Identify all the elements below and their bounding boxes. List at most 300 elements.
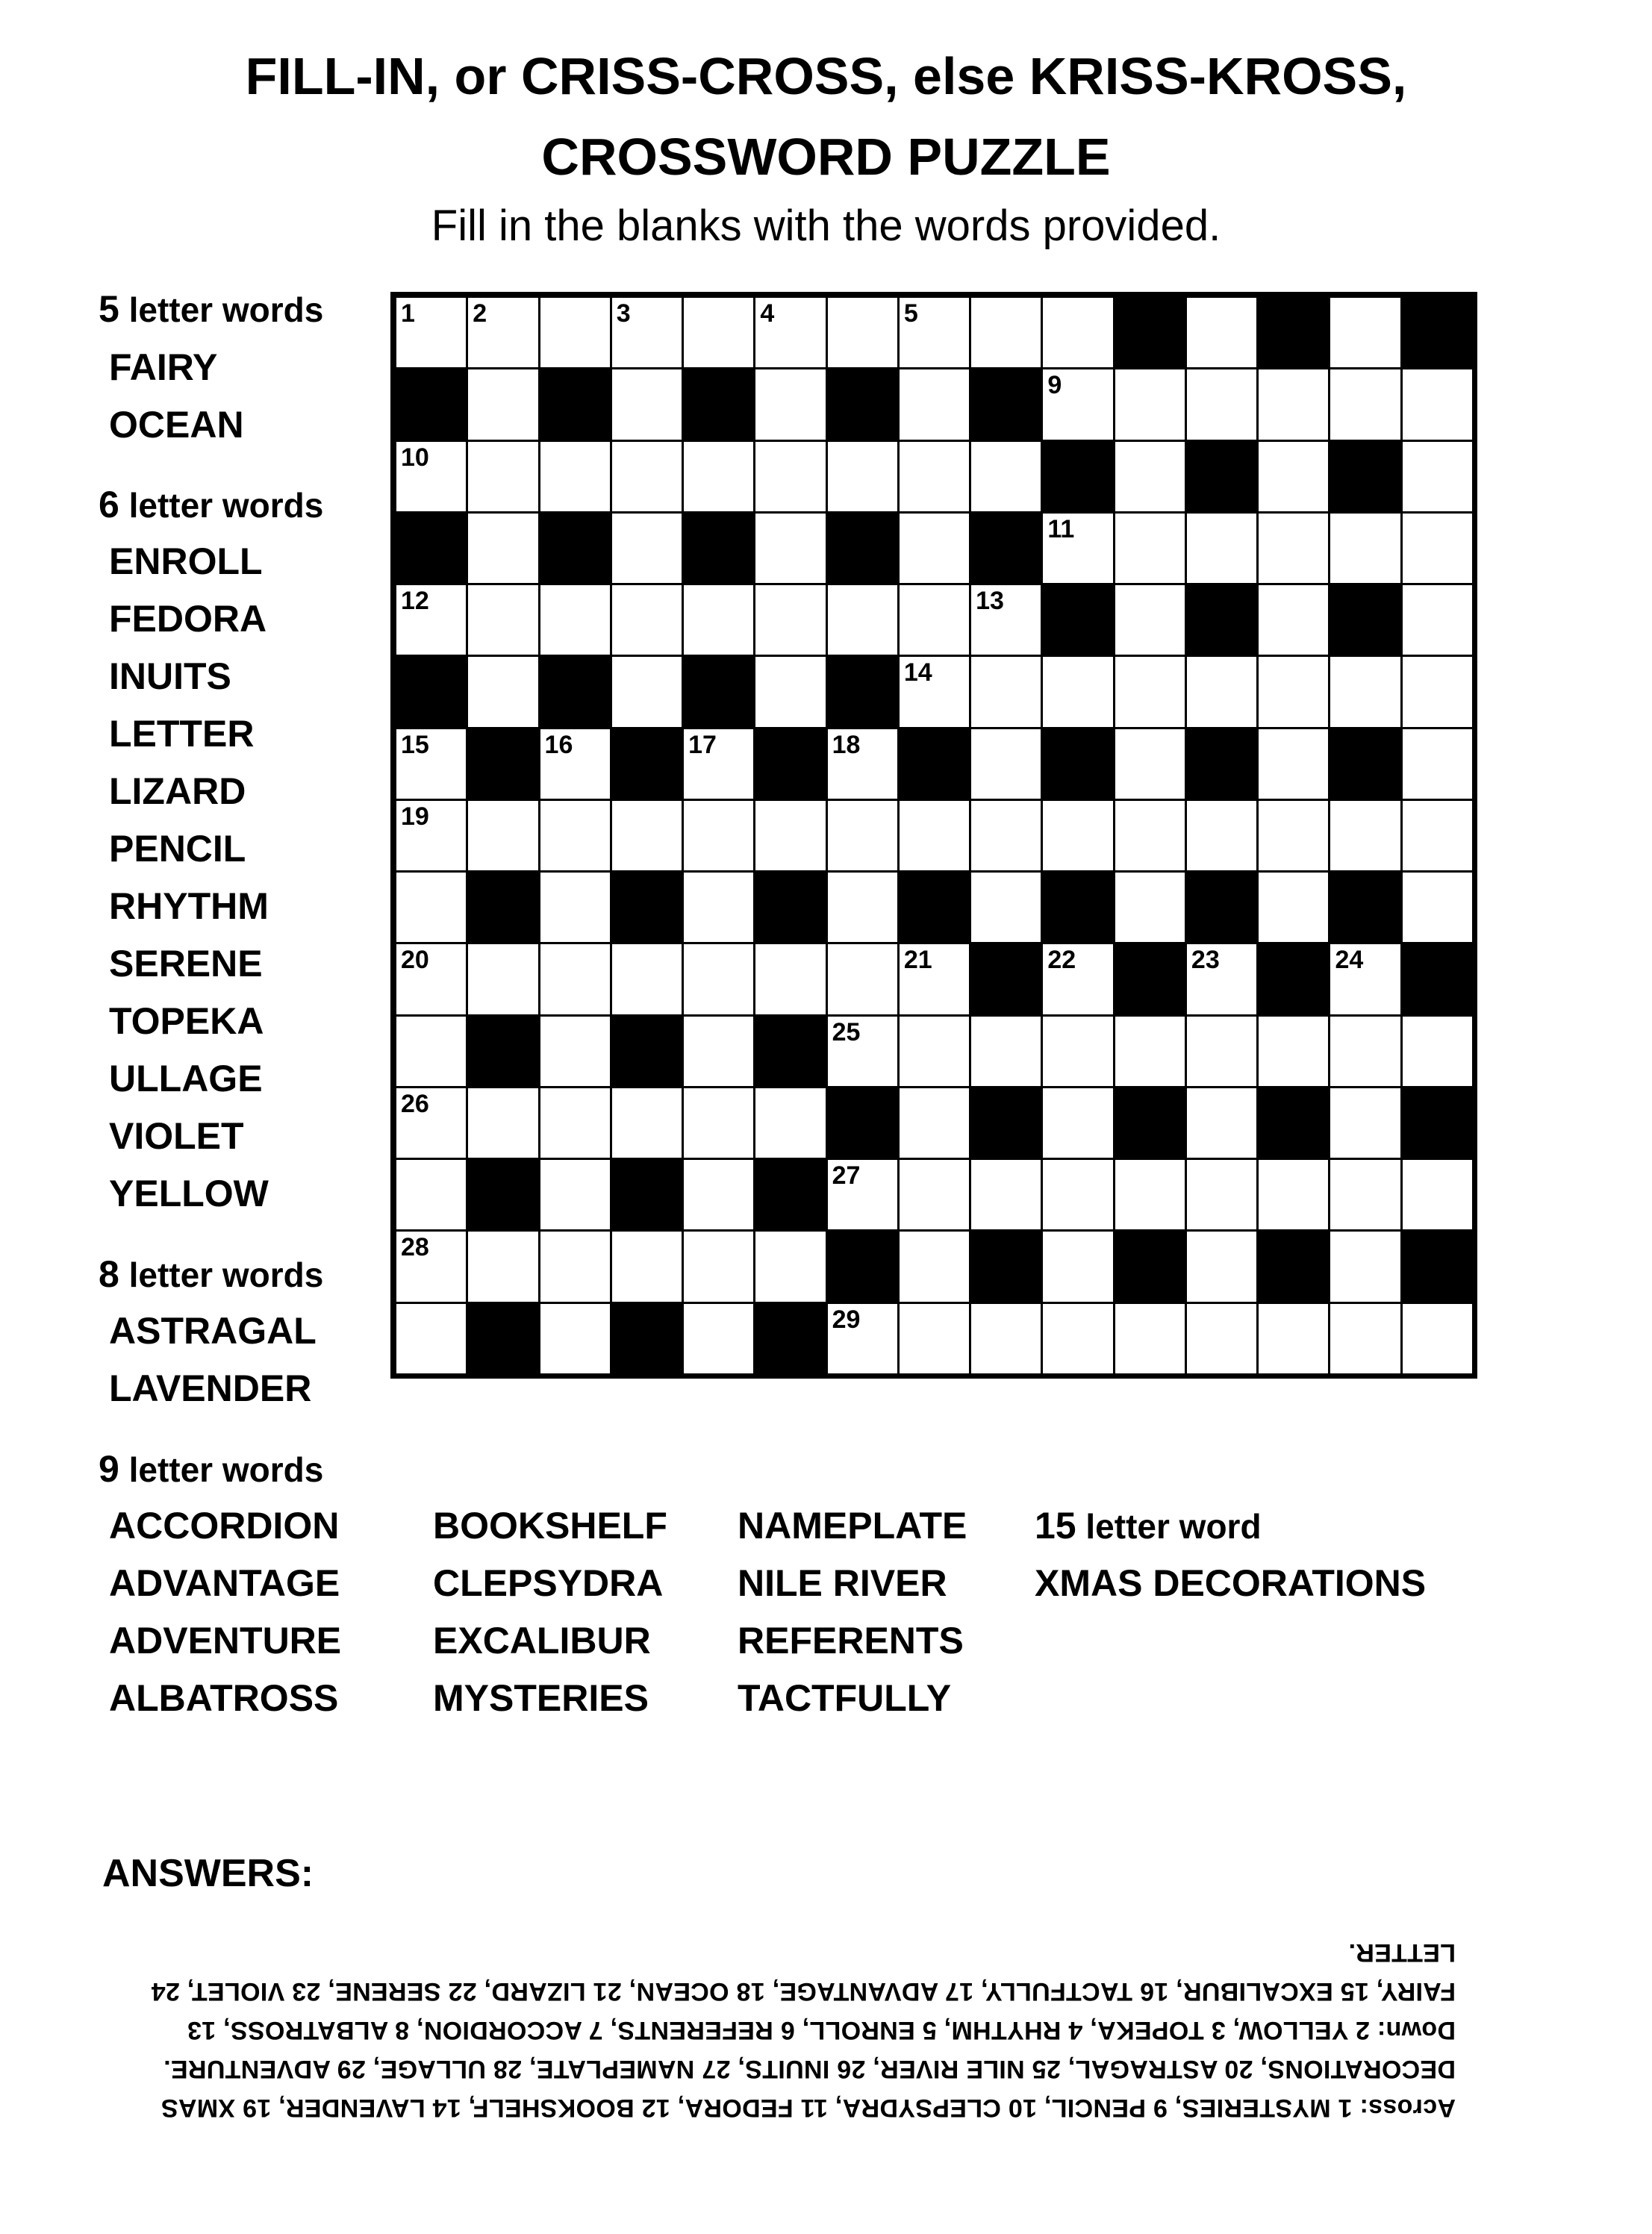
grid-cell[interactable] xyxy=(1114,368,1186,440)
grid-cell[interactable] xyxy=(682,1087,755,1159)
grid-cell[interactable] xyxy=(1329,1015,1401,1088)
grid-cell[interactable] xyxy=(1401,1015,1474,1088)
down-label: Down: xyxy=(1377,2016,1456,2044)
grid-cell[interactable] xyxy=(1401,871,1474,943)
word-item: NILE RIVER xyxy=(738,1562,947,1604)
grid-block xyxy=(1401,1230,1474,1302)
grid-cell[interactable] xyxy=(611,440,683,513)
grid-cell[interactable] xyxy=(682,296,755,369)
grid-cell[interactable] xyxy=(1041,655,1114,728)
grid-block xyxy=(1257,296,1330,369)
heading-8-letter xyxy=(99,1253,323,1296)
grid-cell[interactable] xyxy=(611,1230,683,1302)
heading-label: letter word xyxy=(1085,1507,1262,1546)
grid-block xyxy=(467,871,539,943)
grid-cell[interactable] xyxy=(754,1230,826,1302)
grid-block xyxy=(970,1087,1042,1159)
grid-block xyxy=(898,871,970,943)
grid-block xyxy=(611,1302,683,1375)
heading-label: letter words xyxy=(128,290,324,329)
grid-cell[interactable] xyxy=(539,1087,611,1159)
grid-cell[interactable] xyxy=(539,584,611,656)
grid-cell[interactable] xyxy=(1114,512,1186,584)
grid-cell[interactable] xyxy=(970,1158,1042,1231)
grid-block xyxy=(1185,584,1258,656)
clue-number: 15 xyxy=(401,730,429,759)
clue-number: 9 xyxy=(1047,371,1062,400)
heading-number: 15 xyxy=(1035,1505,1076,1547)
grid-block xyxy=(1041,871,1114,943)
clue-number: 4 xyxy=(760,299,775,328)
word-item: SERENE xyxy=(109,943,263,985)
grid-cell[interactable] xyxy=(970,1015,1042,1088)
instructions: Fill in the blanks with the words provided. xyxy=(431,202,1221,250)
grid-cell[interactable] xyxy=(682,1015,755,1088)
grid-cell[interactable] xyxy=(826,871,899,943)
heading-5-letter xyxy=(99,288,323,331)
grid-cell[interactable] xyxy=(1041,296,1114,369)
grid-block xyxy=(970,1230,1042,1302)
word-item: REFERENTS xyxy=(738,1620,964,1662)
grid-cell[interactable] xyxy=(467,296,539,369)
grid-cell[interactable] xyxy=(395,1158,467,1231)
answers-upside-down xyxy=(142,1933,1456,2127)
word-item: OCEAN xyxy=(109,404,244,446)
grid-cell[interactable] xyxy=(682,728,755,800)
word-item: NAMEPLATE xyxy=(738,1505,967,1547)
grid-block xyxy=(1041,584,1114,656)
grid-cell[interactable] xyxy=(611,943,683,1015)
heading-number: 9 xyxy=(99,1448,119,1490)
grid-block xyxy=(682,368,755,440)
grid-cell[interactable] xyxy=(395,1230,467,1302)
grid-cell[interactable] xyxy=(1114,1302,1186,1375)
grid-block xyxy=(395,512,467,584)
grid-cell[interactable] xyxy=(1185,368,1258,440)
grid-cell[interactable] xyxy=(1401,728,1474,800)
grid-cell[interactable] xyxy=(754,296,826,369)
page-title-line1: FILL-IN, or CRISS-CROSS, else KRISS-KROSS, xyxy=(245,47,1407,105)
grid-cell[interactable] xyxy=(395,1015,467,1088)
grid-cell[interactable] xyxy=(539,296,611,369)
word-item: RHYTHM xyxy=(109,885,269,927)
grid-block xyxy=(539,512,611,584)
grid-cell[interactable] xyxy=(754,368,826,440)
grid-cell[interactable] xyxy=(682,1158,755,1231)
grid-block xyxy=(1329,584,1401,656)
grid-cell[interactable] xyxy=(970,440,1042,513)
grid-cell[interactable] xyxy=(539,1302,611,1375)
grid-cell[interactable] xyxy=(467,368,539,440)
grid-cell[interactable] xyxy=(539,943,611,1015)
grid-cell[interactable] xyxy=(826,1015,899,1088)
grid-cell[interactable] xyxy=(682,1230,755,1302)
grid-cell[interactable] xyxy=(1257,1302,1330,1375)
clue-number: 24 xyxy=(1335,946,1364,975)
clue-number: 10 xyxy=(401,443,429,472)
grid-cell[interactable] xyxy=(611,512,683,584)
grid-cell[interactable] xyxy=(1257,871,1330,943)
grid-cell[interactable] xyxy=(898,368,970,440)
grid-block xyxy=(1401,296,1474,369)
grid-cell[interactable] xyxy=(395,728,467,800)
grid-cell[interactable] xyxy=(754,584,826,656)
clue-number: 16 xyxy=(544,730,573,759)
word-item: ACCORDION xyxy=(109,1505,340,1547)
grid-cell[interactable] xyxy=(467,799,539,872)
grid-cell[interactable] xyxy=(970,655,1042,728)
grid-block xyxy=(611,1158,683,1231)
grid-cell[interactable] xyxy=(754,440,826,513)
heading-9-letter xyxy=(99,1448,323,1491)
grid-cell[interactable] xyxy=(539,799,611,872)
grid-block xyxy=(1185,728,1258,800)
grid-block xyxy=(1257,943,1330,1015)
word-item: PENCIL xyxy=(109,828,246,870)
grid-cell[interactable] xyxy=(467,440,539,513)
grid-cell[interactable] xyxy=(1401,655,1474,728)
word-item: BOOKSHELF xyxy=(433,1505,667,1547)
grid-cell[interactable] xyxy=(395,1302,467,1375)
grid-cell[interactable] xyxy=(826,440,899,513)
grid-cell[interactable] xyxy=(395,584,467,656)
down-answers: 2 YELLOW, 3 TOPEKA, 4 RHYTHM, 5 ENROLL, 6 REFERENTS, 7 ACCORDION, 8 ALBATROSS, 13 FAIRY, 15 EXCALIBUR, 16 TACTFULLY, 17 ADVANTAGE, 18 OCEAN, 21 LIZARD, 22 SERENE, 23 VIOLET, 24 LETTER. xyxy=(151,1938,1456,2044)
grid-cell[interactable] xyxy=(1401,440,1474,513)
grid-cell[interactable] xyxy=(826,728,899,800)
grid-cell[interactable] xyxy=(1257,584,1330,656)
grid-cell[interactable] xyxy=(1114,871,1186,943)
grid-cell[interactable] xyxy=(539,728,611,800)
grid-cell[interactable] xyxy=(1257,728,1330,800)
grid-cell[interactable] xyxy=(1257,655,1330,728)
grid-block xyxy=(1401,1087,1474,1159)
grid-cell[interactable] xyxy=(826,1158,899,1231)
grid-cell[interactable] xyxy=(1401,799,1474,872)
heading-number: 6 xyxy=(99,484,119,525)
across-label: Across: xyxy=(1359,2094,1456,2122)
grid-cell[interactable] xyxy=(1041,1302,1114,1375)
grid-cell[interactable] xyxy=(1401,584,1474,656)
grid-block xyxy=(1114,296,1186,369)
grid-block xyxy=(898,728,970,800)
grid-block xyxy=(1114,1087,1186,1159)
grid-cell[interactable] xyxy=(467,1230,539,1302)
answers-down xyxy=(142,1933,1456,2050)
grid-cell[interactable] xyxy=(1114,728,1186,800)
heading-15-letter xyxy=(1035,1505,1262,1547)
grid-cell[interactable] xyxy=(754,655,826,728)
grid-cell[interactable] xyxy=(898,512,970,584)
grid-cell[interactable] xyxy=(1041,1230,1114,1302)
answers-heading: ANSWERS: xyxy=(102,1852,314,1895)
grid-cell[interactable] xyxy=(1041,943,1114,1015)
grid-cell[interactable] xyxy=(611,296,683,369)
grid-cell[interactable] xyxy=(1041,799,1114,872)
grid-block xyxy=(1041,728,1114,800)
grid-cell[interactable] xyxy=(1257,368,1330,440)
clue-number: 25 xyxy=(832,1017,861,1046)
word-item: ADVENTURE xyxy=(109,1620,342,1662)
clue-number: 21 xyxy=(903,946,932,975)
clue-number: 14 xyxy=(903,658,932,687)
grid-cell[interactable] xyxy=(1401,1302,1474,1375)
grid-cell[interactable] xyxy=(682,1302,755,1375)
grid-cell[interactable] xyxy=(898,440,970,513)
grid-cell[interactable] xyxy=(898,1302,970,1375)
grid-block xyxy=(826,512,899,584)
across-answers: 1 MYSTERIES, 9 PENCIL, 10 CLEPSYDRA, 11 FEDORA, 12 BOOKSHELF, 14 LAVENDER, 19 XMAS DECORATIONS, 20 ASTRAGAL, 25 NILE RIVER, 26 INUITS, 27 NAMEPLATE, 28 ULLAGE, 29 ADVENTURE. xyxy=(160,2055,1456,2122)
grid-cell[interactable] xyxy=(898,1230,970,1302)
clue-number: 18 xyxy=(832,730,861,759)
grid-cell[interactable] xyxy=(539,871,611,943)
grid-cell[interactable] xyxy=(898,655,970,728)
grid-cell[interactable] xyxy=(467,1087,539,1159)
grid-cell[interactable] xyxy=(1041,368,1114,440)
grid-block xyxy=(754,728,826,800)
grid-cell[interactable] xyxy=(682,943,755,1015)
clue-number: 12 xyxy=(401,587,429,616)
word-item: EXCALIBUR xyxy=(433,1620,651,1662)
grid-cell[interactable] xyxy=(970,296,1042,369)
grid-cell[interactable] xyxy=(1114,584,1186,656)
grid-cell[interactable] xyxy=(611,368,683,440)
grid-cell[interactable] xyxy=(682,799,755,872)
grid-block xyxy=(826,1230,899,1302)
grid-cell[interactable] xyxy=(611,799,683,872)
grid-cell[interactable] xyxy=(395,440,467,513)
clue-number: 22 xyxy=(1047,946,1076,975)
grid-cell[interactable] xyxy=(1329,512,1401,584)
heading-number: 8 xyxy=(99,1253,119,1295)
grid-cell[interactable] xyxy=(1185,512,1258,584)
grid-block xyxy=(970,943,1042,1015)
word-item: ALBATROSS xyxy=(109,1677,339,1719)
heading-number: 5 xyxy=(99,288,119,330)
grid-block xyxy=(1185,871,1258,943)
grid-cell[interactable] xyxy=(611,584,683,656)
grid-cell[interactable] xyxy=(1185,1087,1258,1159)
grid-cell[interactable] xyxy=(1041,1087,1114,1159)
clue-number: 28 xyxy=(401,1233,429,1262)
grid-block xyxy=(1041,440,1114,513)
grid-block xyxy=(1329,728,1401,800)
grid-cell[interactable] xyxy=(826,1302,899,1375)
grid-cell[interactable] xyxy=(1185,296,1258,369)
grid-cell[interactable] xyxy=(1185,655,1258,728)
grid-cell[interactable] xyxy=(539,1015,611,1088)
word-item: VIOLET xyxy=(109,1115,244,1157)
grid-cell[interactable] xyxy=(1041,1015,1114,1088)
grid-cell[interactable] xyxy=(539,440,611,513)
grid-block xyxy=(1401,943,1474,1015)
grid-cell[interactable] xyxy=(1329,1087,1401,1159)
grid-cell[interactable] xyxy=(1329,368,1401,440)
grid-cell[interactable] xyxy=(1114,440,1186,513)
grid-block xyxy=(826,1087,899,1159)
grid-block xyxy=(826,368,899,440)
grid-cell[interactable] xyxy=(754,799,826,872)
grid-block xyxy=(395,655,467,728)
grid-cell[interactable] xyxy=(970,871,1042,943)
grid-cell[interactable] xyxy=(1185,1015,1258,1088)
word-item: LIZARD xyxy=(109,770,246,812)
grid-cell[interactable] xyxy=(1041,1158,1114,1231)
word-item: CLEPSYDRA xyxy=(433,1562,664,1604)
grid-cell[interactable] xyxy=(1185,799,1258,872)
grid-cell[interactable] xyxy=(467,655,539,728)
grid-cell[interactable] xyxy=(1257,512,1330,584)
grid-cell[interactable] xyxy=(754,943,826,1015)
grid-cell[interactable] xyxy=(1114,655,1186,728)
grid-cell[interactable] xyxy=(1114,1015,1186,1088)
grid-cell[interactable] xyxy=(1401,512,1474,584)
grid-block xyxy=(754,871,826,943)
grid-cell[interactable] xyxy=(1329,1302,1401,1375)
clue-number: 19 xyxy=(401,802,429,831)
grid-cell[interactable] xyxy=(682,440,755,513)
grid-cell[interactable] xyxy=(467,512,539,584)
heading-label: letter words xyxy=(128,1255,324,1294)
grid-block xyxy=(682,512,755,584)
grid-cell[interactable] xyxy=(1329,655,1401,728)
grid-cell[interactable] xyxy=(395,871,467,943)
grid-block xyxy=(611,728,683,800)
grid-block xyxy=(1185,440,1258,513)
grid-block xyxy=(611,1015,683,1088)
grid-cell[interactable] xyxy=(1401,368,1474,440)
clue-number: 2 xyxy=(473,299,487,328)
grid-cell[interactable] xyxy=(395,799,467,872)
grid-cell[interactable] xyxy=(970,584,1042,656)
grid-cell[interactable] xyxy=(1329,1158,1401,1231)
grid-block xyxy=(539,368,611,440)
grid-cell[interactable] xyxy=(467,943,539,1015)
word-item: MYSTERIES xyxy=(433,1677,649,1719)
word-item: INUITS xyxy=(109,655,231,697)
grid-cell[interactable] xyxy=(898,296,970,369)
word-item: YELLOW xyxy=(109,1173,269,1214)
grid-cell[interactable] xyxy=(1401,1158,1474,1231)
word-item: XMAS DECORATIONS xyxy=(1035,1562,1427,1604)
grid-block xyxy=(1114,1230,1186,1302)
grid-block xyxy=(1329,871,1401,943)
grid-cell[interactable] xyxy=(970,799,1042,872)
grid-cell[interactable] xyxy=(898,799,970,872)
grid-block xyxy=(467,1158,539,1231)
clue-number: 13 xyxy=(976,587,1004,616)
heading-label: letter words xyxy=(128,1450,324,1489)
grid-block xyxy=(754,1158,826,1231)
word-item: FAIRY xyxy=(109,346,218,388)
clue-number: 23 xyxy=(1191,946,1220,975)
page-title-line2: CROSSWORD PUZZLE xyxy=(541,128,1111,186)
grid-cell[interactable] xyxy=(395,943,467,1015)
word-item: LETTER xyxy=(109,713,255,755)
word-item: TACTFULLY xyxy=(738,1677,952,1719)
grid-cell[interactable] xyxy=(1185,943,1258,1015)
clue-number: 11 xyxy=(1047,514,1075,543)
answers-across xyxy=(142,2050,1456,2127)
crossword-grid xyxy=(390,292,1477,1379)
grid-block xyxy=(754,1015,826,1088)
grid-cell[interactable] xyxy=(826,943,899,1015)
grid-cell[interactable] xyxy=(1329,943,1401,1015)
grid-block xyxy=(970,512,1042,584)
clue-number: 1 xyxy=(401,299,415,328)
clue-number: 5 xyxy=(903,299,918,328)
grid-cell[interactable] xyxy=(1185,1158,1258,1231)
grid-cell[interactable] xyxy=(1114,1158,1186,1231)
grid-cell[interactable] xyxy=(826,296,899,369)
heading-6-letter xyxy=(99,484,323,526)
grid-cell[interactable] xyxy=(898,1015,970,1088)
grid-block xyxy=(1114,943,1186,1015)
grid-cell[interactable] xyxy=(611,1087,683,1159)
grid-cell[interactable] xyxy=(1329,799,1401,872)
grid-cell[interactable] xyxy=(1114,799,1186,872)
grid-cell[interactable] xyxy=(539,1158,611,1231)
grid-cell[interactable] xyxy=(395,296,467,369)
clue-number: 17 xyxy=(688,730,717,759)
clue-number: 20 xyxy=(401,946,429,975)
word-item: LAVENDER xyxy=(109,1367,312,1409)
grid-cell[interactable] xyxy=(1257,440,1330,513)
grid-cell[interactable] xyxy=(682,871,755,943)
grid-block xyxy=(1257,1230,1330,1302)
clue-number: 27 xyxy=(832,1161,861,1191)
grid-cell[interactable] xyxy=(826,584,899,656)
grid-block xyxy=(682,655,755,728)
grid-cell[interactable] xyxy=(682,584,755,656)
grid-cell[interactable] xyxy=(1257,799,1330,872)
grid-cell[interactable] xyxy=(898,584,970,656)
grid-cell[interactable] xyxy=(898,943,970,1015)
heading-label: letter words xyxy=(128,486,324,525)
grid-cell[interactable] xyxy=(1329,296,1401,369)
grid-block xyxy=(1257,1087,1330,1159)
grid-block xyxy=(467,1302,539,1375)
grid-block xyxy=(611,871,683,943)
grid-block xyxy=(467,1015,539,1088)
grid-block xyxy=(1329,440,1401,513)
word-item: ULLAGE xyxy=(109,1058,263,1099)
grid-cell[interactable] xyxy=(1329,1230,1401,1302)
grid-cell[interactable] xyxy=(898,1087,970,1159)
grid-cell[interactable] xyxy=(754,512,826,584)
word-item: ENROLL xyxy=(109,540,263,582)
grid-cell[interactable] xyxy=(1041,512,1114,584)
grid-cell[interactable] xyxy=(1185,1230,1258,1302)
grid-block xyxy=(467,728,539,800)
clue-number: 3 xyxy=(616,299,631,328)
grid-cell[interactable] xyxy=(611,655,683,728)
grid-cell[interactable] xyxy=(395,1087,467,1159)
grid-cell[interactable] xyxy=(754,1087,826,1159)
grid-cell[interactable] xyxy=(898,1158,970,1231)
grid-cell[interactable] xyxy=(970,1302,1042,1375)
clue-number: 29 xyxy=(832,1305,861,1334)
grid-cell[interactable] xyxy=(467,584,539,656)
word-item: ADVANTAGE xyxy=(109,1562,340,1604)
grid-block xyxy=(754,1302,826,1375)
grid-cell[interactable] xyxy=(539,1230,611,1302)
grid-cell[interactable] xyxy=(1257,1015,1330,1088)
grid-cell[interactable] xyxy=(970,728,1042,800)
grid-cell[interactable] xyxy=(826,799,899,872)
grid-cell[interactable] xyxy=(1185,1302,1258,1375)
grid-block xyxy=(970,368,1042,440)
grid-cell[interactable] xyxy=(1257,1158,1330,1231)
